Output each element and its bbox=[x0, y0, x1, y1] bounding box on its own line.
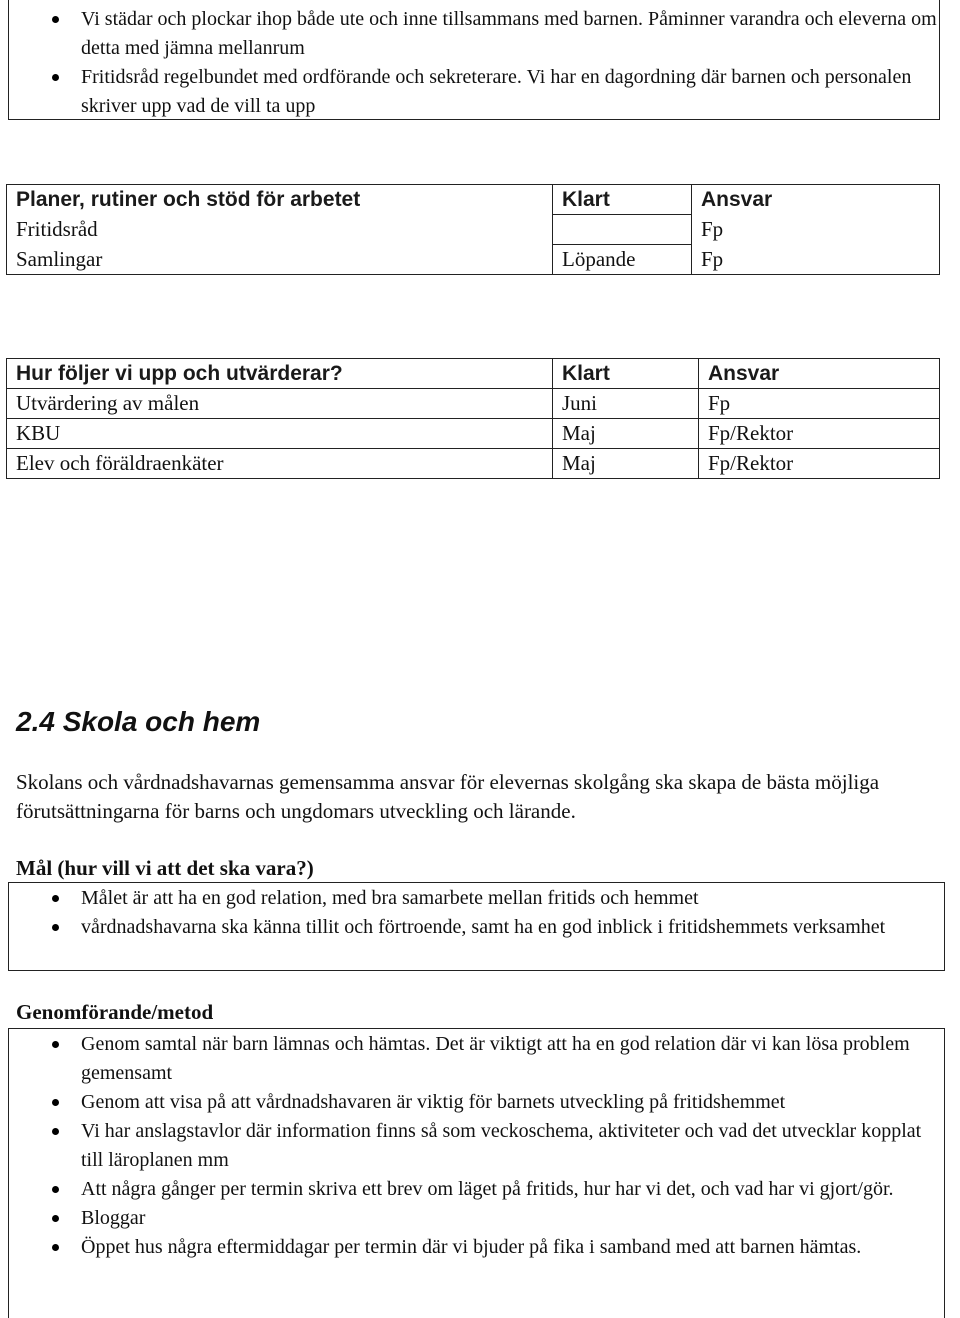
list-item: Öppet hus några eftermiddagar per termin där vi bjuder på fika i samband med att barnen hämtas. bbox=[1, 1233, 944, 1262]
list-item: Genom samtal när barn lämnas och hämtas. Det är viktigt att ha en god relation där vi kan lösa problem gemensamt bbox=[1, 1030, 944, 1088]
column-header: Klart bbox=[553, 185, 692, 215]
table-header-row bbox=[7, 185, 940, 215]
section-intro: Skolans och vårdnadshavarnas gemensamma ansvar för elevernas skolgång ska skapa de bästa möjliga förutsättningarna för barns och ungdomars utveckling och lärande. bbox=[16, 770, 880, 823]
list-item: Genom att visa på att vårdnadshavaren är viktig för barnets utveckling på fritidshemmet bbox=[1, 1088, 944, 1117]
table-cell: Samlingar bbox=[7, 245, 553, 275]
column-header: Planer, rutiner och stöd för arbetet bbox=[7, 185, 553, 215]
table-cell: Fp/Rektor bbox=[699, 419, 940, 449]
table-cell: Maj bbox=[553, 419, 699, 449]
column-header: Klart bbox=[553, 359, 699, 389]
column-header: Ansvar bbox=[692, 185, 940, 215]
table-cell: Löpande bbox=[553, 245, 692, 275]
table-cell: Fp bbox=[699, 389, 940, 419]
table-utvardering bbox=[6, 358, 940, 479]
table-cell: Fp/Rektor bbox=[699, 449, 940, 479]
list-item: vårdnadshavarna ska känna tillit och förtroende, samt ha en god inblick i fritidshemmets verksamhet bbox=[1, 913, 944, 942]
table-cell: Utvärdering av målen bbox=[7, 389, 553, 419]
list-item: Målet är att ha en god relation, med bra samarbete mellan fritids och hemmet bbox=[1, 884, 944, 913]
table-cell: Juni bbox=[553, 389, 699, 419]
list-item: Att några gånger per termin skriva ett brev om läget på fritids, hur har vi det, och vad har vi gjort/gör. bbox=[1, 1175, 944, 1204]
table-cell: Maj bbox=[553, 449, 699, 479]
list-item: Vi har anslagstavlor där information finns så som veckoschema, aktiviteter och vad det utvecklar kopplat till läroplanen mm bbox=[1, 1117, 944, 1175]
table-row bbox=[7, 245, 940, 275]
method-list bbox=[1, 1030, 944, 1262]
table-row bbox=[7, 419, 940, 449]
table-planer bbox=[6, 184, 940, 275]
top-bullet-list bbox=[1, 5, 939, 121]
column-header: Hur följer vi upp och utvärderar? bbox=[7, 359, 553, 389]
goal-heading: Mål (hur vill vi att det ska vara?) bbox=[16, 856, 314, 880]
method-box bbox=[8, 1028, 945, 1318]
section-heading: 2.4 Skola och hem bbox=[16, 706, 261, 737]
method-heading: Genomförande/metod bbox=[16, 1000, 214, 1024]
table-cell: Fp bbox=[692, 245, 940, 275]
table-cell: KBU bbox=[7, 419, 553, 449]
goal-box bbox=[8, 882, 945, 971]
table-row bbox=[7, 449, 940, 479]
goal-list bbox=[1, 884, 944, 942]
list-item: Fritidsråd regelbundet med ordförande och sekreterare. Vi har en dagordning där barnen och personalen skriver upp vad de vill ta upp bbox=[1, 63, 939, 121]
table-cell: Fritidsråd bbox=[7, 215, 553, 245]
column-header: Ansvar bbox=[699, 359, 940, 389]
table-cell: Elev och föräldraenkäter bbox=[7, 449, 553, 479]
table-cell: Fp bbox=[692, 215, 940, 245]
list-item: Vi städar och plockar ihop både ute och inne tillsammans med barnen. Påminner varandra och eleverna om detta med jämna mellanrum bbox=[1, 5, 939, 63]
table-header-row bbox=[7, 359, 940, 389]
table-row bbox=[7, 389, 940, 419]
list-item: Bloggar bbox=[1, 1204, 944, 1233]
top-bullet-box bbox=[8, 0, 940, 120]
table-row bbox=[7, 215, 940, 245]
table-cell bbox=[553, 215, 692, 245]
